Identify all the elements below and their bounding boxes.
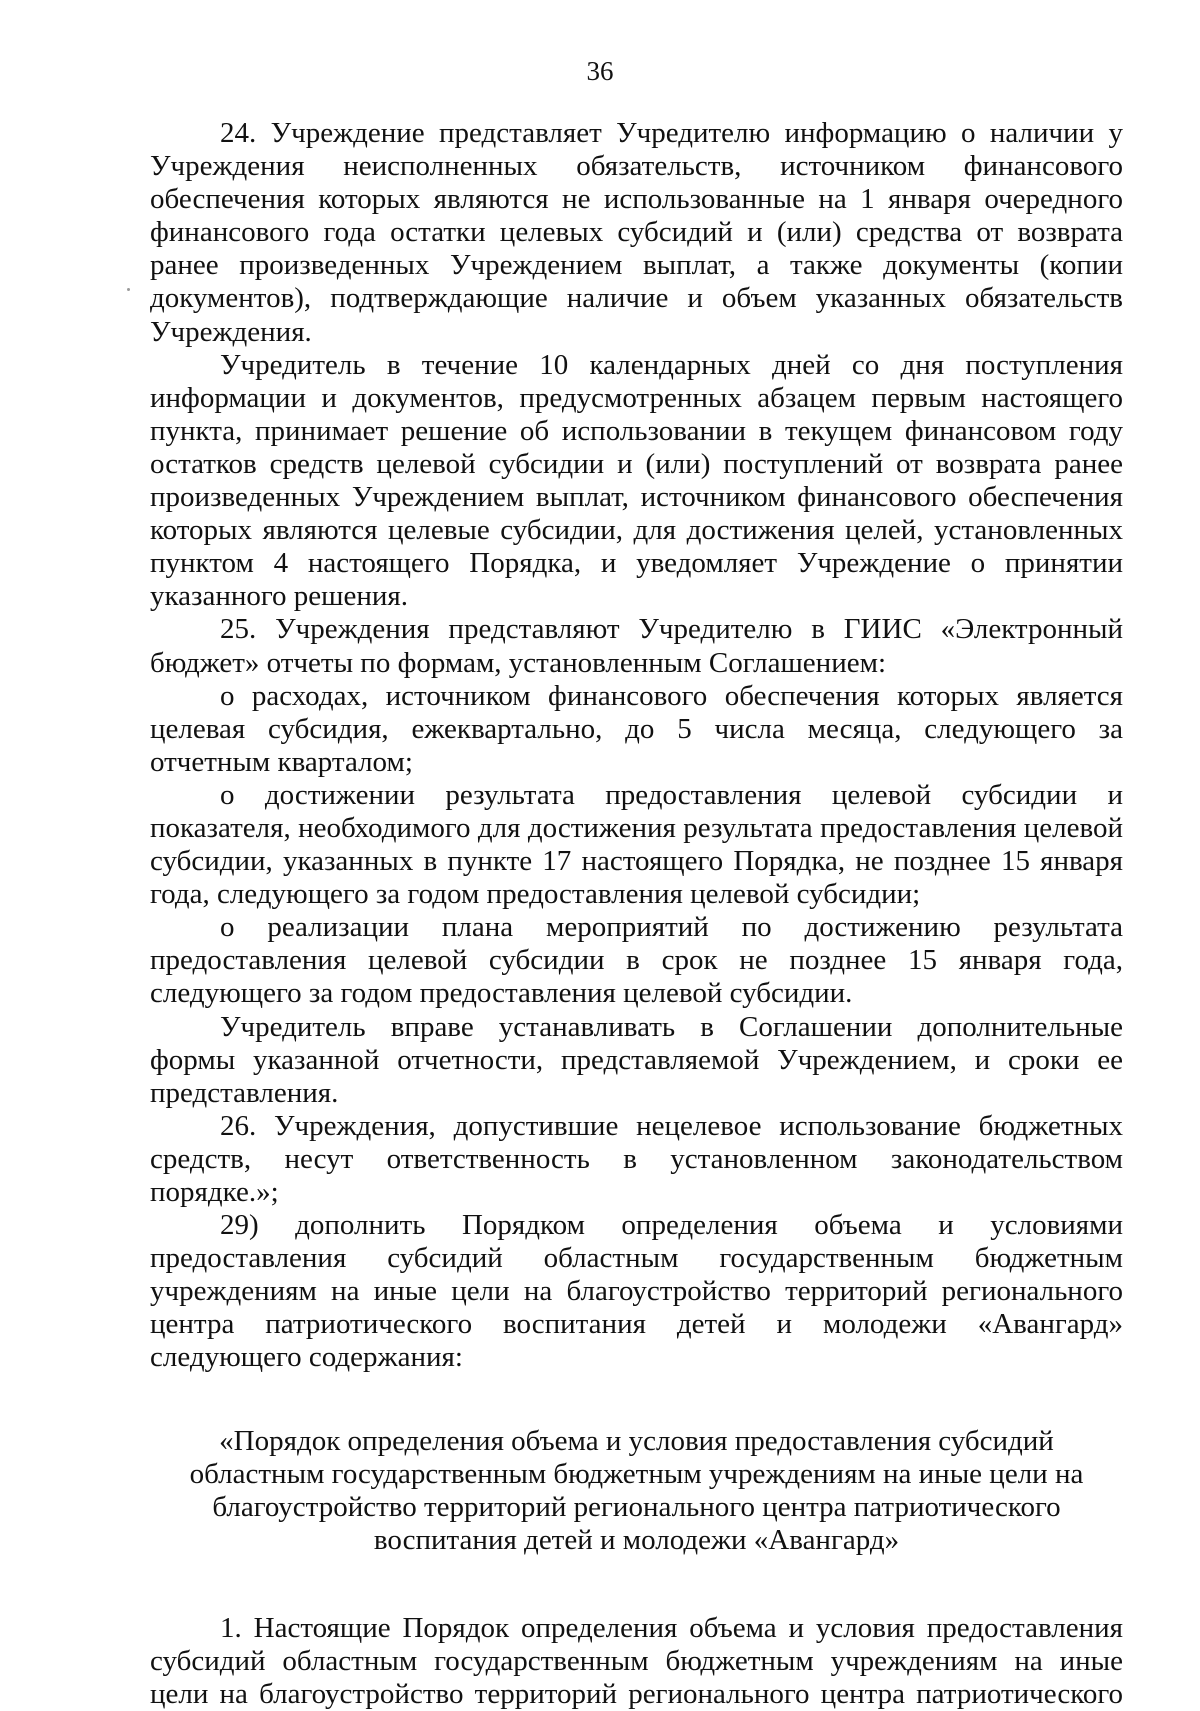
- title-line: «Порядок определения объема и условия предоставления субсидий: [219, 1424, 1054, 1457]
- paragraph-report-plan: о реализации плана мероприятий по достижению результата предоставления целевой субсидии в срок не позднее 15 января года, следующего за годом предоставления целевой субсидии.: [150, 911, 1123, 1010]
- paragraph-report-expenses: о расходах, источником финансового обеспечения которых является целевая субсидия, ежеквартально, до 5 числа месяца, следующего за отчетным кварталом;: [150, 679, 1123, 778]
- paragraph-additional-forms: Учредитель вправе устанавливать в Соглашении дополнительные формы указанной отчетности, представляемой Учреждением, и сроки ее представления.: [150, 1010, 1123, 1109]
- document-body: [150, 117, 1123, 1711]
- paragraph-26: 26. Учреждения, допустившие нецелевое использование бюджетных средств, несут ответственность в установленном законодательством порядке.»;: [150, 1109, 1123, 1208]
- paragraph-29: 29) дополнить Порядком определения объема и условиями предоставления субсидий областным государственным бюджетным учреждениям на иные цели на благоустройство территорий регионального центра патриотического воспитания детей и молодежи «Авангард» следующего содержания:: [150, 1209, 1123, 1374]
- section-title: [150, 1425, 1123, 1557]
- title-line: областным государственным бюджетным учреждениям на иные цели на: [189, 1457, 1084, 1490]
- paragraph-25: 25. Учреждения представляют Учредителю в ГИИС «Электронный бюджет» отчеты по формам, установленным Соглашением:: [150, 613, 1123, 679]
- page-number: 36: [586, 56, 614, 86]
- paragraph-report-results: о достижении результата предоставления целевой субсидии и показателя, необходимого для достижения результата предоставления целевой субсидии, указанных в пункте 17 настоящего Порядка, не позднее 15 января года, следующего за годом предоставления целевой субсидии;: [150, 778, 1123, 911]
- paragraph-1: 1. Настоящие Порядок определения объема и условия предоставления субсидий областным государственным бюджетным учреждениям на иные цели на благоустройство территорий регионального центра патриотического: [150, 1611, 1123, 1711]
- title-line: благоустройство территорий регионального центра патриотического: [212, 1490, 1061, 1523]
- paragraph-founder-decision: Учредитель в течение 10 календарных дней со дня поступления информации и документов, предусмотренных абзацем первым настоящего пункта, принимает решение об использовании в текущем финансовом году остатков средств целевой субсидии и (или) поступлений от возврата ранее произведенных Учреждением выплат, источником финансового обеспечения которых являются целевые субсидии, для достижения целей, установленных пунктом 4 настоящего Порядка, и уведомляет Учреждение о принятии указанного решения.: [150, 348, 1123, 613]
- paragraph-24: 24. Учреждение представляет Учредителю информацию о наличии у Учреждения неисполненных обязательств, источником финансового обеспечения которых являются не использованные на 1 января очередного финансового года остатки целевых субсидий и (или) средства от возврата ранее произведенных Учреждением выплат, а также документы (копии документов), подтверждающие наличие и объем указанных обязательств Учреждения.: [150, 117, 1123, 348]
- title-line: воспитания детей и молодежи «Авангард»: [373, 1523, 900, 1556]
- scan-speck: [127, 288, 130, 291]
